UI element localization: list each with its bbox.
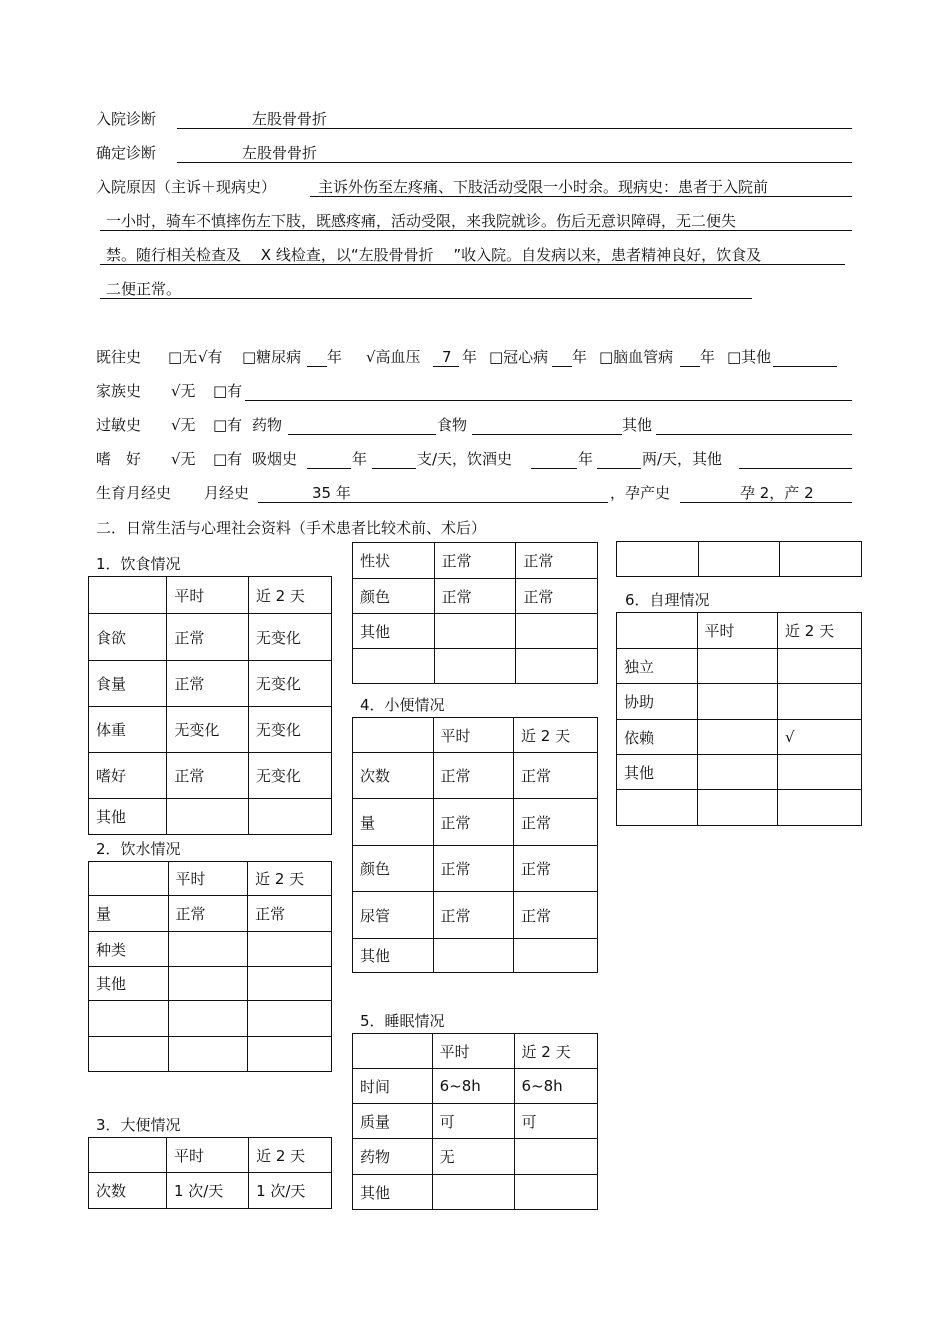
table-row — [617, 613, 862, 649]
habits-other-field[interactable] — [739, 468, 852, 469]
table-cell[interactable]: √ — [778, 720, 862, 755]
table-cell[interactable] — [433, 939, 514, 973]
table-cell[interactable] — [778, 649, 862, 684]
chd-years-field[interactable] — [552, 366, 572, 367]
table-row — [89, 577, 332, 614]
row-label: 其他 — [353, 1175, 433, 1210]
diet-table — [88, 576, 332, 835]
allergy-food-label: 食物 — [437, 416, 468, 434]
table-cell[interactable]: 正常 — [433, 846, 514, 892]
table-cell[interactable]: 正常 — [516, 579, 598, 614]
smoking-year-unit: 年 — [352, 450, 368, 468]
table-cell[interactable]: 正常 — [433, 753, 514, 799]
habits-none-checkbox[interactable]: √无 — [171, 450, 196, 468]
reason-line-1[interactable]: 主诉外伤至左疼痛、下肢活动受限一小时余。现病史：患者于入院前 — [318, 178, 769, 196]
table-cell[interactable] — [514, 1139, 597, 1175]
family-history-label: 家族史 — [96, 382, 142, 400]
family-none-checkbox[interactable]: √无 — [171, 382, 196, 400]
table-row — [353, 1034, 598, 1069]
reason-underline-2 — [100, 230, 852, 231]
confirmed-dx-value[interactable]: 左股骨骨折 — [242, 144, 318, 162]
pregnancy-value[interactable]: 孕 2，产 2 — [740, 484, 814, 502]
table-row — [89, 1173, 332, 1209]
drinking-years-field[interactable] — [531, 468, 577, 469]
table-row — [353, 1104, 598, 1139]
hypertension-years-value[interactable]: 7 — [442, 348, 452, 366]
past-history-label: 既往史 — [96, 348, 142, 366]
table-cell[interactable]: 无变化 — [167, 707, 248, 753]
cvd-years-field[interactable] — [680, 366, 700, 367]
table-row — [89, 707, 332, 753]
smoking-amount-field[interactable] — [372, 468, 416, 469]
column-header — [89, 577, 167, 614]
table-cell[interactable]: 正常 — [433, 799, 514, 846]
pregnancy-underline — [680, 502, 852, 503]
table-row — [617, 755, 862, 790]
table-cell[interactable]: 1 次/天 — [249, 1173, 332, 1209]
menses-label: 月经史 — [204, 484, 250, 502]
table-cell[interactable] — [778, 790, 862, 826]
menstrual-label: 生育月经史 — [96, 484, 172, 502]
table-row — [89, 753, 332, 799]
water-table — [88, 861, 332, 1072]
habits-has-checkbox[interactable]: □有 — [213, 450, 243, 468]
diabetes-checkbox[interactable]: □糖尿病 — [242, 348, 302, 366]
row-label — [89, 1001, 169, 1037]
table-row — [617, 684, 862, 720]
table-cell[interactable]: 正常 — [514, 799, 598, 846]
table-row — [617, 720, 862, 755]
table-cell[interactable]: 无变化 — [248, 707, 331, 753]
table-cell[interactable] — [248, 1001, 332, 1037]
hypertension-year-unit: 年 — [462, 348, 478, 366]
table-cell[interactable]: 6~8h — [432, 1069, 514, 1104]
column-header: 平时 — [433, 718, 514, 753]
reason-underline-3 — [100, 264, 845, 265]
reason-line-2[interactable]: 一小时，骑车不慎摔伤左下肢，既感疼痛，活动受限，来我院就诊。伤后无意识障碍，无二便失 — [106, 212, 737, 230]
row-label: 独立 — [617, 649, 698, 684]
column-header: 近 2 天 — [248, 862, 332, 896]
smoking-label: 吸烟史 — [252, 450, 298, 468]
row-label: 协助 — [617, 684, 698, 720]
table-cell[interactable]: 正常 — [514, 892, 598, 939]
selfcare-title: 6．自理情况 — [625, 591, 710, 609]
table-cell[interactable] — [434, 649, 516, 684]
column-header: 平时 — [167, 577, 248, 614]
row-label: 体重 — [89, 707, 167, 753]
column-header — [353, 1034, 433, 1069]
row-label: 颜色 — [353, 846, 434, 892]
row-label: 其他 — [89, 967, 169, 1001]
confirmed-dx-label: 确定诊断 — [96, 144, 157, 162]
allergy-none-checkbox[interactable]: √无 — [171, 416, 196, 434]
chd-checkbox[interactable]: □冠心病 — [489, 348, 549, 366]
row-label: 颜色 — [353, 579, 435, 614]
table-cell[interactable]: 正常 — [514, 846, 598, 892]
diabetes-year-unit: 年 — [327, 348, 343, 366]
reason-underline-1 — [310, 196, 852, 197]
menses-underline — [258, 502, 608, 503]
column-header — [617, 542, 699, 577]
row-label — [89, 1037, 169, 1072]
allergy-history-label: 过敏史 — [96, 416, 142, 434]
table-cell[interactable] — [168, 967, 248, 1001]
past-has-checkbox[interactable]: √有 — [198, 348, 223, 366]
reason-line-3[interactable]: 禁。随行相关检查及 X 线检查，以“左股骨骨折 ”收入院。自发病以来，患者精神良好，饮食及 — [106, 246, 762, 264]
table-row — [353, 939, 598, 973]
table-cell[interactable] — [514, 939, 598, 973]
reason-line-4[interactable]: 二便正常。 — [106, 280, 182, 298]
table-row — [353, 579, 598, 614]
row-label: 时间 — [353, 1069, 433, 1104]
column-header: 平时 — [432, 1034, 514, 1069]
table-row — [353, 649, 598, 684]
family-history-field[interactable] — [245, 400, 852, 401]
row-label: 药物 — [353, 1139, 433, 1175]
table-cell[interactable]: 6~8h — [514, 1069, 597, 1104]
drinking-label: 支/天，饮酒史 — [417, 450, 513, 468]
row-label: 其他 — [353, 614, 435, 649]
table-row — [353, 1139, 598, 1175]
table-row — [353, 1069, 598, 1104]
table-cell[interactable]: 无变化 — [248, 753, 331, 799]
table-row — [353, 753, 598, 799]
habits-other-label: 两/天，其他 — [642, 450, 723, 468]
column-header: 近 2 天 — [249, 1138, 332, 1173]
table-row — [89, 661, 332, 707]
urine-title: 4．小便情况 — [360, 696, 445, 714]
column-header — [89, 1138, 167, 1173]
table-row — [89, 1037, 332, 1072]
row-label: 量 — [89, 896, 169, 932]
admission-dx-label: 入院诊断 — [96, 110, 157, 128]
row-label — [617, 790, 698, 826]
past-other-checkbox[interactable]: □其他 — [727, 348, 772, 366]
column-header: 性状 — [353, 543, 435, 579]
row-label: 依赖 — [617, 720, 698, 755]
column-header — [617, 613, 698, 649]
column-header — [780, 542, 862, 577]
table-cell[interactable] — [697, 755, 778, 790]
allergy-drug-field[interactable] — [288, 434, 436, 435]
column-header: 近 2 天 — [248, 577, 331, 614]
table-row — [617, 649, 862, 684]
selfcare-table — [616, 612, 862, 826]
table-cell[interactable] — [248, 932, 332, 967]
column-header: 近 2 天 — [778, 613, 862, 649]
hypertension-checkbox[interactable]: √高血压 — [366, 348, 421, 366]
table-cell[interactable] — [432, 1175, 514, 1210]
sleep-table — [352, 1033, 598, 1210]
table-cell[interactable] — [697, 720, 778, 755]
stool-table-continued — [352, 542, 598, 684]
table-cell[interactable] — [778, 684, 862, 720]
past-other-field[interactable] — [773, 366, 837, 367]
table-cell[interactable] — [167, 799, 248, 835]
column-header: 正常 — [434, 543, 516, 579]
allergy-other-label: 其他 — [622, 416, 653, 434]
column-header: 平时 — [166, 1138, 248, 1173]
column-header: 正常 — [516, 543, 598, 579]
table-row — [89, 932, 332, 967]
hypertension-years-underline — [433, 366, 459, 367]
table-row — [353, 846, 598, 892]
stool-title: 3．大便情况 — [96, 1116, 181, 1134]
row-label: 质量 — [353, 1104, 433, 1139]
table-cell[interactable]: 无变化 — [248, 614, 331, 661]
admission-dx-value[interactable]: 左股骨骨折 — [252, 110, 328, 128]
water-title: 2．饮水情况 — [96, 840, 181, 858]
table-row — [353, 799, 598, 846]
table-cell[interactable]: 可 — [514, 1104, 597, 1139]
table-cell[interactable] — [516, 649, 598, 684]
table-cell[interactable] — [778, 755, 862, 790]
table-cell[interactable] — [697, 790, 778, 826]
cvd-year-unit: 年 — [700, 348, 716, 366]
table-row — [353, 614, 598, 649]
drinking-amount-field[interactable] — [597, 468, 641, 469]
table-cell[interactable]: 正常 — [167, 661, 248, 707]
allergy-has-checkbox[interactable]: □有 — [213, 416, 243, 434]
past-none-checkbox[interactable]: □无 — [168, 348, 198, 366]
column-header: 平时 — [168, 862, 248, 896]
allergy-food-field[interactable] — [472, 434, 622, 435]
table-cell[interactable] — [514, 1175, 597, 1210]
sleep-title: 5．睡眠情况 — [360, 1012, 445, 1030]
allergy-other-field[interactable] — [656, 434, 852, 435]
section-2-title: 二．日常生活与心理社会资料（手术患者比较术前、术后） — [96, 519, 487, 537]
row-label — [353, 649, 435, 684]
confirmed-dx-underline — [177, 162, 852, 163]
drinking-year-unit: 年 — [578, 450, 594, 468]
allergy-drug-label: 药物 — [252, 416, 283, 434]
table-row — [89, 862, 332, 896]
reason-label: 入院原因（主诉＋现病史） — [96, 178, 277, 196]
row-label: 其他 — [89, 799, 167, 835]
table-cell[interactable]: 正常 — [433, 892, 514, 939]
row-label: 食欲 — [89, 614, 167, 661]
table-row — [353, 718, 598, 753]
table-row — [89, 614, 332, 661]
row-label: 其他 — [353, 939, 434, 973]
reason-underline-4 — [100, 298, 752, 299]
smoking-years-field[interactable] — [307, 468, 351, 469]
table-row — [89, 896, 332, 932]
table-cell[interactable] — [697, 684, 778, 720]
table-cell[interactable]: 1 次/天 — [166, 1173, 248, 1209]
table-row — [89, 799, 332, 835]
column-header: 近 2 天 — [514, 718, 598, 753]
table-cell[interactable] — [697, 649, 778, 684]
row-label: 其他 — [617, 755, 698, 790]
table-cell[interactable]: 正常 — [434, 579, 516, 614]
table-cell[interactable]: 正常 — [167, 614, 248, 661]
table-row — [353, 543, 598, 579]
row-label: 种类 — [89, 932, 169, 967]
column-header: 近 2 天 — [514, 1034, 597, 1069]
table-cell[interactable]: 可 — [432, 1104, 514, 1139]
diabetes-years-field[interactable] — [307, 366, 327, 367]
column-header: 平时 — [697, 613, 778, 649]
table-cell[interactable] — [168, 1037, 248, 1072]
table-row — [89, 967, 332, 1001]
table-cell[interactable]: 正常 — [248, 896, 332, 932]
table-row — [353, 892, 598, 939]
column-header — [89, 862, 169, 896]
table-cell[interactable]: 正常 — [167, 753, 248, 799]
table-cell[interactable] — [434, 614, 516, 649]
table-row — [89, 1138, 332, 1173]
row-label: 量 — [353, 799, 434, 846]
stool-table — [88, 1137, 332, 1209]
table-cell[interactable] — [168, 1001, 248, 1037]
column-header — [698, 542, 780, 577]
table-cell[interactable] — [248, 1037, 332, 1072]
family-has-checkbox[interactable]: □有 — [213, 382, 243, 400]
row-label: 次数 — [353, 753, 434, 799]
admission-dx-underline — [177, 128, 852, 129]
table-cell[interactable] — [248, 799, 331, 835]
row-label: 食量 — [89, 661, 167, 707]
row-label: 次数 — [89, 1173, 167, 1209]
table-cell[interactable]: 正常 — [514, 753, 598, 799]
table-cell[interactable]: 无变化 — [248, 661, 331, 707]
table-row — [89, 1001, 332, 1037]
sleep-table-continued — [616, 541, 862, 577]
table-cell[interactable] — [516, 614, 598, 649]
table-cell[interactable]: 无 — [432, 1139, 514, 1175]
chd-year-unit: 年 — [572, 348, 588, 366]
urine-table — [352, 717, 598, 973]
habits-label: 嗜 好 — [96, 450, 142, 468]
cvd-checkbox[interactable]: □脑血管病 — [599, 348, 674, 366]
pregnancy-label: ，孕产史 — [610, 484, 671, 502]
table-cell[interactable] — [168, 932, 248, 967]
row-label: 嗜好 — [89, 753, 167, 799]
table-row — [617, 790, 862, 826]
table-row — [353, 1175, 598, 1210]
table-cell[interactable]: 正常 — [168, 896, 248, 932]
table-cell[interactable] — [248, 967, 332, 1001]
table-row — [617, 542, 862, 577]
menses-value[interactable]: 35 年 — [312, 484, 351, 502]
column-header — [353, 718, 434, 753]
row-label: 尿管 — [353, 892, 434, 939]
diet-title: 1．饮食情况 — [96, 555, 181, 573]
